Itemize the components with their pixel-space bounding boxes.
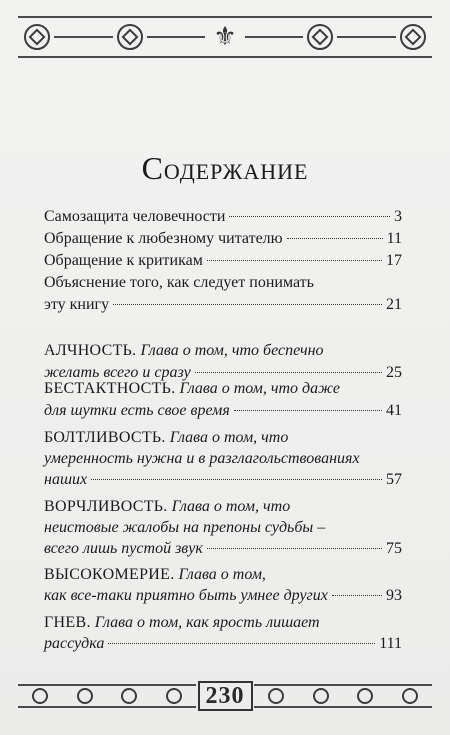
show-through-text bbox=[230, 82, 440, 102]
toc-entry[interactable] bbox=[44, 585, 402, 607]
top-ornament bbox=[18, 16, 432, 58]
toc-page-number: 21 bbox=[386, 296, 402, 313]
chapter-subtitle: всего лишь пустой звук bbox=[44, 540, 203, 557]
chapter-heading-line bbox=[44, 340, 402, 362]
knot-ornament-icon bbox=[402, 688, 418, 704]
toc-page-number: 3 bbox=[394, 208, 402, 225]
knot-ornament-icon bbox=[166, 688, 182, 704]
chapter-subtitle-line: умеренность нужна и в разглагольствованиях bbox=[44, 450, 360, 467]
chapter-heading-line bbox=[44, 564, 402, 586]
chapter-subtitle: как все-таки приятно быть умнее других bbox=[44, 587, 328, 604]
toc-page-number: 75 bbox=[386, 540, 402, 557]
chapter-heading-line bbox=[44, 378, 402, 400]
toc-entry-label: эту книгу bbox=[44, 296, 110, 313]
toc-entry[interactable] bbox=[44, 538, 402, 560]
toc-entry-label: Обращение к любезному читателю bbox=[44, 230, 283, 247]
toc-page-number: 11 bbox=[386, 230, 402, 247]
chapter-subtitle: Глава о том, что bbox=[169, 429, 289, 446]
chapter-subtitle: для шутки есть свое время bbox=[44, 402, 230, 419]
knot-ornament-icon bbox=[32, 688, 48, 704]
chapter-heading-line bbox=[44, 427, 402, 449]
toc-entry[interactable] bbox=[44, 469, 402, 491]
knot-ornament-icon bbox=[268, 688, 284, 704]
chapter-title: БЕСТАКТНОСТЬ. bbox=[44, 380, 176, 397]
chapter-subtitle: Глава о том, что беспечно bbox=[140, 342, 324, 359]
toc-page-number: 111 bbox=[379, 635, 402, 652]
knot-ornament-icon bbox=[307, 24, 333, 50]
knot-ornament-icon bbox=[121, 688, 137, 704]
toc-page-number: 17 bbox=[386, 252, 402, 269]
chapter-title: ГНЕВ. bbox=[44, 614, 91, 631]
knot-ornament-icon bbox=[24, 24, 50, 50]
chapter-title: ВЫСОКОМЕРИЕ. bbox=[44, 566, 175, 583]
chapter-subtitle: наших bbox=[44, 471, 88, 488]
toc-entry[interactable] bbox=[44, 250, 402, 272]
chapter-subtitle: Глава о том, bbox=[178, 566, 266, 583]
knot-ornament-icon bbox=[313, 688, 329, 704]
chapter-subtitle: Глава о том, что даже bbox=[179, 380, 340, 397]
toc-page-number: 25 bbox=[386, 364, 402, 381]
knot-ornament-icon bbox=[357, 688, 373, 704]
chapter-subtitle-line: неистовые жалобы на препоны судьбы – bbox=[44, 519, 326, 536]
fleur-de-lis-icon: ⚜ bbox=[213, 22, 237, 51]
knot-ornament-icon bbox=[117, 24, 143, 50]
contents-heading: Содержание bbox=[141, 150, 309, 186]
toc-entry-label: Самозащита человечности bbox=[44, 208, 226, 225]
toc-page-number: 57 bbox=[386, 471, 402, 488]
page-number: 230 bbox=[198, 681, 253, 711]
chapter-title: АЛЧНОСТЬ. bbox=[44, 342, 137, 359]
right-frieze bbox=[254, 684, 432, 708]
chapter-title: БОЛТЛИВОСТЬ. bbox=[44, 429, 166, 446]
chapter-title: ВОРЧЛИВОСТЬ. bbox=[44, 498, 168, 515]
chapter-subtitle: Глава о том, как ярость лишает bbox=[94, 614, 320, 631]
toc-entry[interactable] bbox=[44, 633, 402, 655]
toc-entry[interactable] bbox=[44, 400, 402, 422]
left-frieze bbox=[18, 684, 196, 708]
chapter-subtitle: Глава о том, что bbox=[171, 498, 291, 515]
chapter-subtitle: желать всего и сразу bbox=[44, 364, 191, 381]
toc-page-number: 93 bbox=[386, 587, 402, 604]
chapter-heading-line bbox=[44, 496, 402, 518]
knot-ornament-icon bbox=[77, 688, 93, 704]
toc-entry-label: Обращение к критикам bbox=[44, 252, 203, 269]
toc-entry-line: Объяснение того, как следует понимать bbox=[44, 274, 314, 291]
toc-page-number: 41 bbox=[386, 402, 402, 419]
knot-ornament-icon bbox=[400, 24, 426, 50]
toc-entry[interactable] bbox=[44, 206, 402, 228]
toc-entry[interactable] bbox=[44, 294, 402, 316]
chapter-subtitle: рассудка bbox=[44, 635, 105, 652]
chapter-heading-line bbox=[44, 612, 402, 634]
toc-entry[interactable] bbox=[44, 228, 402, 250]
bottom-ornament bbox=[18, 680, 432, 712]
